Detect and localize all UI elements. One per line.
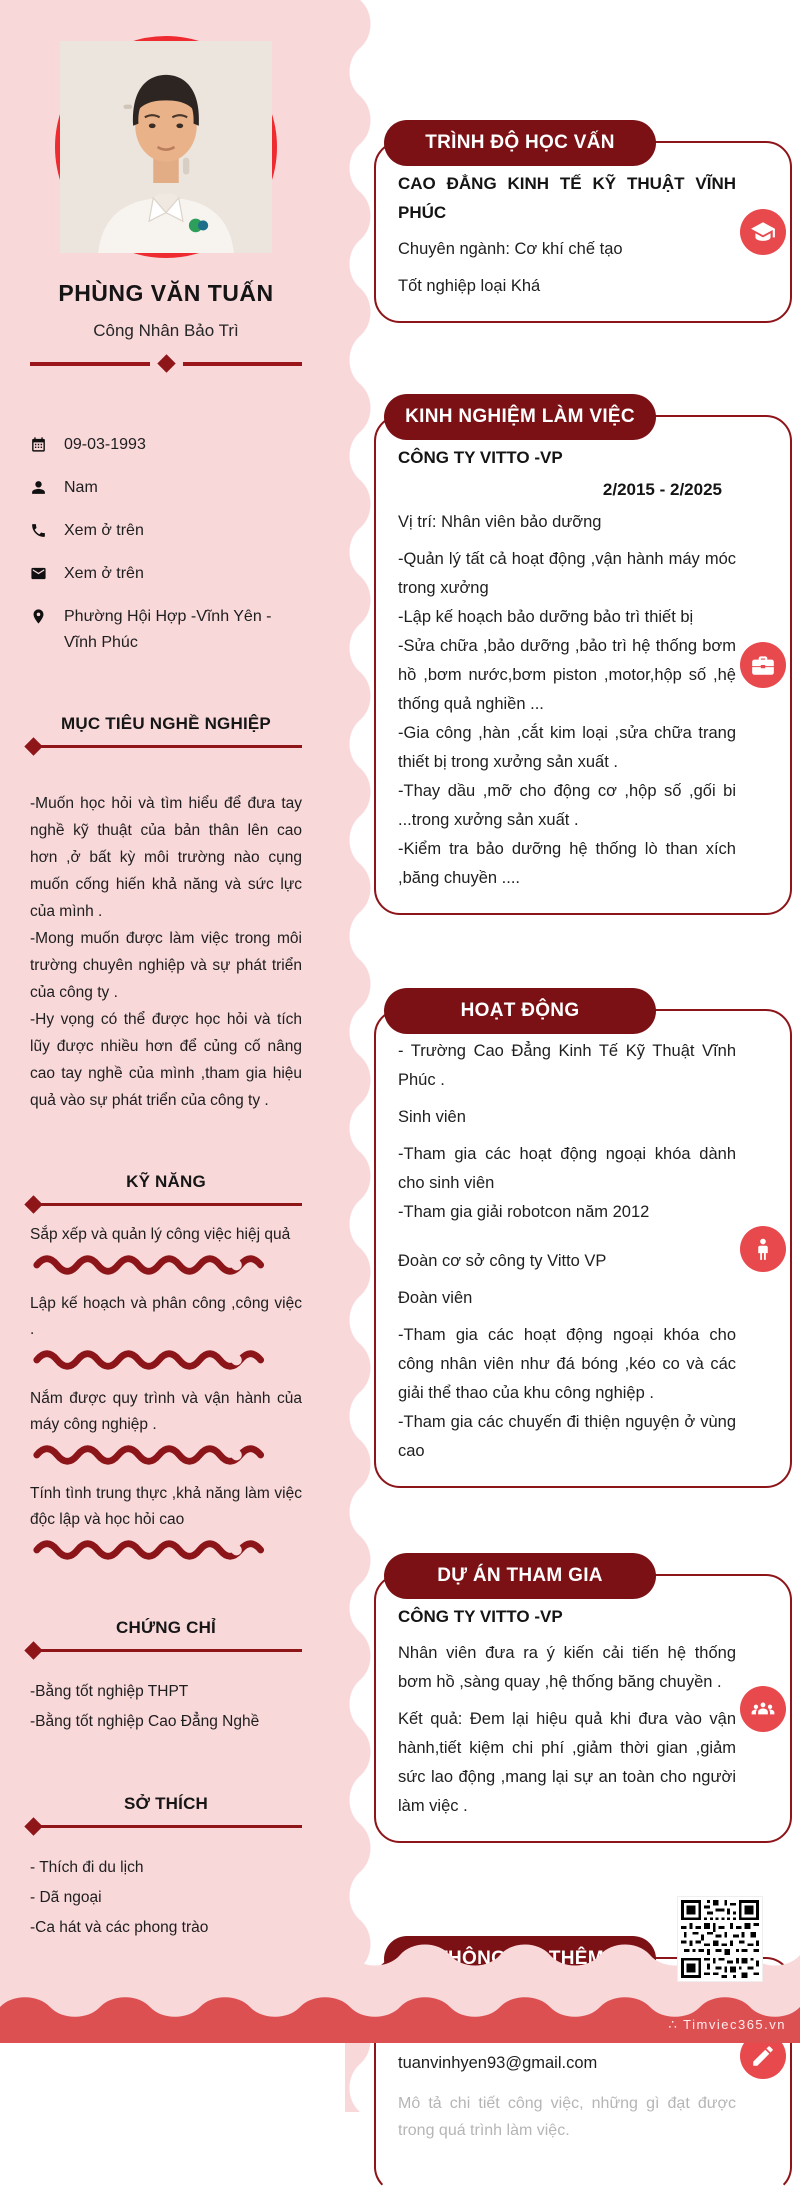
work-period: 2/2015 - 2/2025 <box>602 480 722 499</box>
interests-section <box>30 1794 302 1942</box>
objective-text <box>30 790 302 1114</box>
project-company: CÔNG TY VITTO -VP <box>398 1607 563 1626</box>
contact-row-birthday <box>30 432 302 462</box>
experience-card <box>374 406 792 915</box>
projects-banner: DỰ ÁN THAM GIA <box>384 1553 656 1599</box>
sidebar <box>0 0 352 1944</box>
contact-row-gender <box>30 475 302 505</box>
info-email-address: tuanvinhyen93@gmail.com <box>398 2054 598 2072</box>
activity-bullet: -Tham gia các hoạt động ngoại khóa cho công nhân viên như đá bóng ,kéo co và các giải thể thao của khu công nghiệp . <box>398 1326 736 1402</box>
skill-item: Tính tình trung thực ,khả năng làm việc độc lập và học hỏi cao <box>30 1481 302 1560</box>
activity-bullet: -Tham gia giải robotcon năm 2012 <box>398 1203 650 1221</box>
address-value: Phường Hội Hợp -Vĩnh Yên -Vĩnh Phúc <box>64 608 272 651</box>
job-title: Công Nhân Bảo Trì <box>93 321 239 340</box>
person-icon <box>30 475 47 505</box>
certificate-item: -Bằng tốt nghiệp THPT <box>30 1683 189 1700</box>
placeholder-note: Mô tả chi tiết công việc, những gì đạt được trong quá trình làm việc. <box>398 2095 736 2139</box>
interests-heading: SỞ THÍCH <box>30 1794 302 1828</box>
birthday-value: 09-03-1993 <box>64 436 146 453</box>
diamond-icon <box>24 1195 42 1213</box>
skill-item: Sắp xếp và quản lý công việc hiệj quả <box>30 1222 302 1275</box>
contact-row-email <box>30 561 302 591</box>
email-value: Xem ở trên <box>64 565 144 582</box>
diamond-icon <box>157 354 175 372</box>
person-icon <box>740 1226 786 1272</box>
activity-org: - Trường Cao Đẳng Kinh Tế Kỹ Thuật Vĩnh Phúc . <box>398 1042 736 1089</box>
skill-level-squiggle <box>30 1255 282 1275</box>
experience-bullet: -Quản lý tất cả hoạt động ,vận hành máy móc trong xưởng <box>398 550 736 597</box>
objective-paragraph: -Hy vọng có thể được học hỏi và tích lũy được nhiều hơn để củng cố nâng cao tay nghề của mình ,tham gia hiệu quả vào sự phát triển của công ty . <box>30 1011 302 1109</box>
skill-level-squiggle <box>30 1445 282 1465</box>
people-group-icon <box>740 1686 786 1732</box>
spacer <box>398 1227 736 1247</box>
certificates-list <box>30 1678 302 1736</box>
experience-bullet: -Thay dầu ,mỡ cho động cơ ,hộp số ,gối bi ...trong xưởng sản xuất . <box>398 782 736 829</box>
projects-card <box>374 1565 792 1843</box>
activity-bullet: -Tham gia các hoạt động ngoại khóa dành cho sinh viên <box>398 1145 736 1192</box>
skills-heading: KỸ NĂNG <box>30 1172 302 1206</box>
certificate-item: -Bằng tốt nghiệp Cao Đẳng Nghề <box>30 1713 260 1730</box>
experience-bullet: -Kiểm tra bảo dưỡng hệ thống lò than xích ,băng chuyền .... <box>398 840 736 887</box>
contact-row-address <box>30 604 302 656</box>
interest-item: - Thích đi du lịch <box>30 1859 144 1876</box>
activity-bullet: -Tham gia các chuyến đi thiện nguyện ở vùng cao <box>398 1413 736 1460</box>
education-banner: TRÌNH ĐỘ HỌC VẤN <box>384 120 656 166</box>
main-column <box>374 0 792 2193</box>
certificates-heading: CHỨNG CHỈ <box>30 1618 302 1652</box>
activities-card <box>374 1000 792 1488</box>
education-major: Chuyên ngành: Cơ khí chế tạo <box>398 240 623 258</box>
briefcase-icon <box>740 642 786 688</box>
portrait-illustration <box>60 41 272 253</box>
watermark: ∴ Timviec365.vn <box>668 2017 786 2032</box>
activity-role: Đoàn viên <box>398 1289 473 1307</box>
skill-item: Lập kế hoạch và phân công ,công việc . <box>30 1291 302 1370</box>
diamond-icon <box>24 1817 42 1835</box>
contact-list <box>30 432 302 656</box>
experience-bullet: -Gia công ,hàn ,cắt kim loại ,sửa chữa trang thiết bị trong xưởng sản xuất . <box>398 724 736 771</box>
school-name: CAO ĐẲNG KINH TẾ KỸ THUẬT VĨNH PHÚC <box>398 174 736 222</box>
education-card <box>374 132 792 323</box>
project-description: Nhân viên đưa ra ý kiến cải tiến hệ thống bơm hồ ,sàng quay ,hệ thống băng chuyền . <box>398 1644 736 1691</box>
objective-heading: MỤC TIÊU NGHỀ NGHIỆP <box>30 714 302 748</box>
diamond-icon <box>24 737 42 755</box>
interest-item: - Dã ngoại <box>30 1889 102 1906</box>
location-icon <box>30 604 47 656</box>
experience-bullet: -Sửa chữa ,bảo dưỡng ,bảo trì hệ thống bơm hồ ,bơm nước,bơm piston ,motor,hộp số ,hệ thống quả nghiền ... <box>398 637 736 713</box>
skill-item: Nắm được quy trình và vận hành của máy công nghiệp . <box>30 1386 302 1465</box>
footer-red-wave <box>0 1981 800 2043</box>
education-grade: Tốt nghiệp loại Khá <box>398 277 541 295</box>
objective-paragraph: -Mong muốn được làm việc trong môi trường chuyên nghiệp và sự phát triển của công ty . <box>30 930 302 1001</box>
divider-line-right <box>183 362 303 366</box>
company-name: CÔNG TY VITTO -VP <box>398 448 563 467</box>
skills-section <box>30 1172 302 1560</box>
interest-item: -Ca hát và các phong trào <box>30 1919 209 1936</box>
skill-level-squiggle <box>30 1350 282 1370</box>
experience-banner: KINH NGHIỆM LÀM VIỆC <box>384 394 656 440</box>
contact-row-phone <box>30 518 302 548</box>
activity-org: Đoàn cơ sở công ty Vitto VP <box>398 1252 607 1270</box>
skill-level-squiggle <box>30 1540 282 1560</box>
diamond-icon <box>24 1641 42 1659</box>
project-result: Kết quả: Đem lại hiệu quả khi đưa vào vận hành,tiết kiệm chi phí ,giảm thời gian ,giảm sức lao động ,mang lại sự an toàn cho người làm việc . <box>398 1710 736 1815</box>
activity-role: Sinh viên <box>398 1108 466 1126</box>
gender-value: Nam <box>64 479 98 496</box>
title-divider <box>30 357 302 370</box>
objective-section <box>30 714 302 1114</box>
profile-photo <box>55 36 277 258</box>
objective-paragraph: -Muốn học hỏi và tìm hiểu để đưa tay nghề kỹ thuật của bản thân lên cao hơn ,ở bất kỳ môi trường nào cụng muốn cống hiến khả năng và sức lực của mình . <box>30 795 302 920</box>
divider-line-left <box>30 362 150 366</box>
phone-value: Xem ở trên <box>64 522 144 539</box>
envelope-icon <box>30 561 47 591</box>
work-position: Vị trí: Nhân viên bảo dưỡng <box>398 513 602 531</box>
candidate-name: PHÙNG VĂN TUẤN <box>58 280 274 306</box>
activities-banner: HOẠT ĐỘNG <box>384 988 656 1034</box>
calendar-icon <box>30 432 47 462</box>
qr-code <box>678 1897 762 1981</box>
graduation-cap-icon <box>740 209 786 255</box>
experience-bullet: -Lập kế hoạch bảo dưỡng bảo trì thiết bị <box>398 608 694 626</box>
certificates-section <box>30 1618 302 1736</box>
interests-list <box>30 1854 302 1942</box>
phone-icon <box>30 518 47 548</box>
